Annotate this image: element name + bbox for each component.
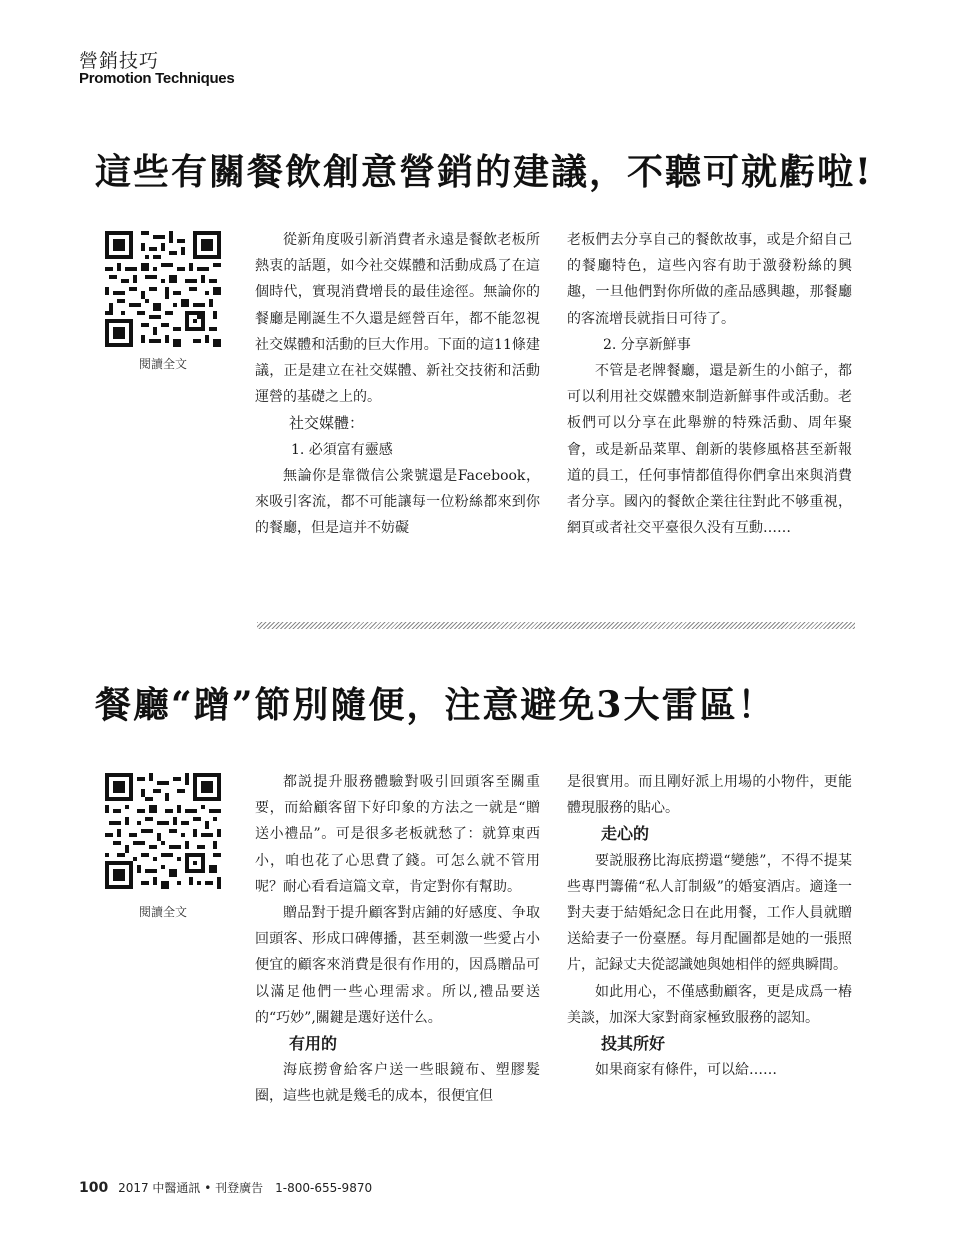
- section-title-english: Promotion Techniques: [79, 70, 235, 87]
- paragraph: 要説服務比海底撈還“變態”，不得不提某些專門籌備“私人訂制級”的婚宴酒店。適逢一對夫妻于結婚紀念日在此用餐，工作人員就贈送給妻子一份臺歷。每月配圖都是她的一張照片，記録丈夫從認識她與她相伴的經典瞬間。: [567, 852, 852, 974]
- page-number: 100: [79, 1180, 109, 1196]
- section-heading: 有用的: [289, 1034, 338, 1054]
- section-heading: 社交媒體：: [289, 414, 365, 433]
- section-title-chinese: 營銷技巧: [79, 50, 160, 72]
- section-heading: 投其所好: [601, 1034, 666, 1054]
- article-1-column-1: [255, 227, 540, 541]
- paragraph: 無論你是靠微信公衆號還是Facebook，來吸引客流，都不可能讓每一位粉絲都來到你的餐廳，但是這并不妨礙: [255, 467, 540, 537]
- paragraph: 都説提升服務體驗對吸引回頭客至關重要，而給顧客留下好印象的方法之一就是“贈送小禮品”。可是很多老板就愁了：就算東西小，咱也花了心思費了錢。可怎么就不管用呢？耐心看看這篇文章，肯定對你有幫助。: [255, 774, 540, 895]
- paragraph: 不管是老牌餐廳，還是新生的小館子，都可以利用社交媒體來制造新鮮事件或活動。老板們可以分享在此舉辦的特殊活動、周年聚會，或是新品菜單、創新的裝修風格甚至新報道的員工，任何事情都值得你們拿出來與消費者分享。國內的餐飲企業往往對此不够重視，網頁或者社交平臺很久没有互動……: [567, 363, 852, 537]
- paragraph: 海底撈會給客户送一些眼鏡布、塑膠髮圈，這些也就是幾毛的成本，很便宜但: [255, 1062, 540, 1105]
- article-2-column-1: [255, 769, 540, 1110]
- footer-text: 2017 中醫通訊 • 刊登廣告 1-800-655-9870: [118, 1181, 373, 1195]
- page-footer: [79, 1179, 372, 1196]
- article-1-column-2: [567, 227, 852, 541]
- article-1-title: 這些有關餐飲創意營銷的建議，不聽可就虧啦!: [95, 151, 873, 193]
- subheading: 2. 分享新鮮事: [603, 336, 691, 353]
- article-2-title: 餐廳“蹭”節別隨便，注意避免3大雷區！: [95, 684, 776, 726]
- read-full-text-label[interactable]: 閱讀全文: [138, 357, 187, 371]
- paragraph: 如此用心，不僅感動顧客，更是成爲一樁美談，加深大家對商家極致服務的認知。: [567, 983, 852, 1026]
- paragraph: 是很實用。而且剛好派上用場的小物件，更能體現服務的貼心。: [567, 774, 852, 817]
- paragraph: 如果商家有條件，可以給……: [595, 1062, 777, 1079]
- paragraph: 老板們去分享自己的餐飲故事，或是介紹自己的餐廳特色，這些內容有助于激發粉絲的興趣，一旦他們對你所做的產品感興趣，那餐廳的客流增長就指日可待了。: [567, 232, 852, 327]
- qr-code-icon[interactable]: [105, 773, 221, 889]
- read-full-text-label[interactable]: 閱讀全文: [138, 905, 187, 919]
- section-divider: [257, 622, 855, 629]
- paragraph: 從新角度吸引新消費者永遠是餐飲老板所熱衷的話題，如今社交媒體和活動成爲了在這個時代，實現消費增長的最佳途徑。無論你的餐廳是剛誕生不久還是經營百年，都不能忽視社交媒體和活動的巨大作用。下面的這11條建議，正是建立在社交媒體、新社交技術和活動運營的基礎之上的。: [255, 232, 540, 406]
- article-2-column-2: [567, 769, 852, 1083]
- subheading: 1. 必須富有靈感: [291, 441, 393, 458]
- paragraph: 贈品對于提升顧客對店鋪的好感度、争取回頭客、形成口碑傳播，甚至刺激一些愛占小便宜的顧客來消費是很有作用的，因爲贈品可以滿足他們一些心理需求。所以,禮品要送的“巧妙”,關鍵是選好送什么。: [255, 905, 540, 1026]
- qr-code-icon[interactable]: [105, 231, 221, 347]
- section-heading: 走心的: [601, 824, 650, 844]
